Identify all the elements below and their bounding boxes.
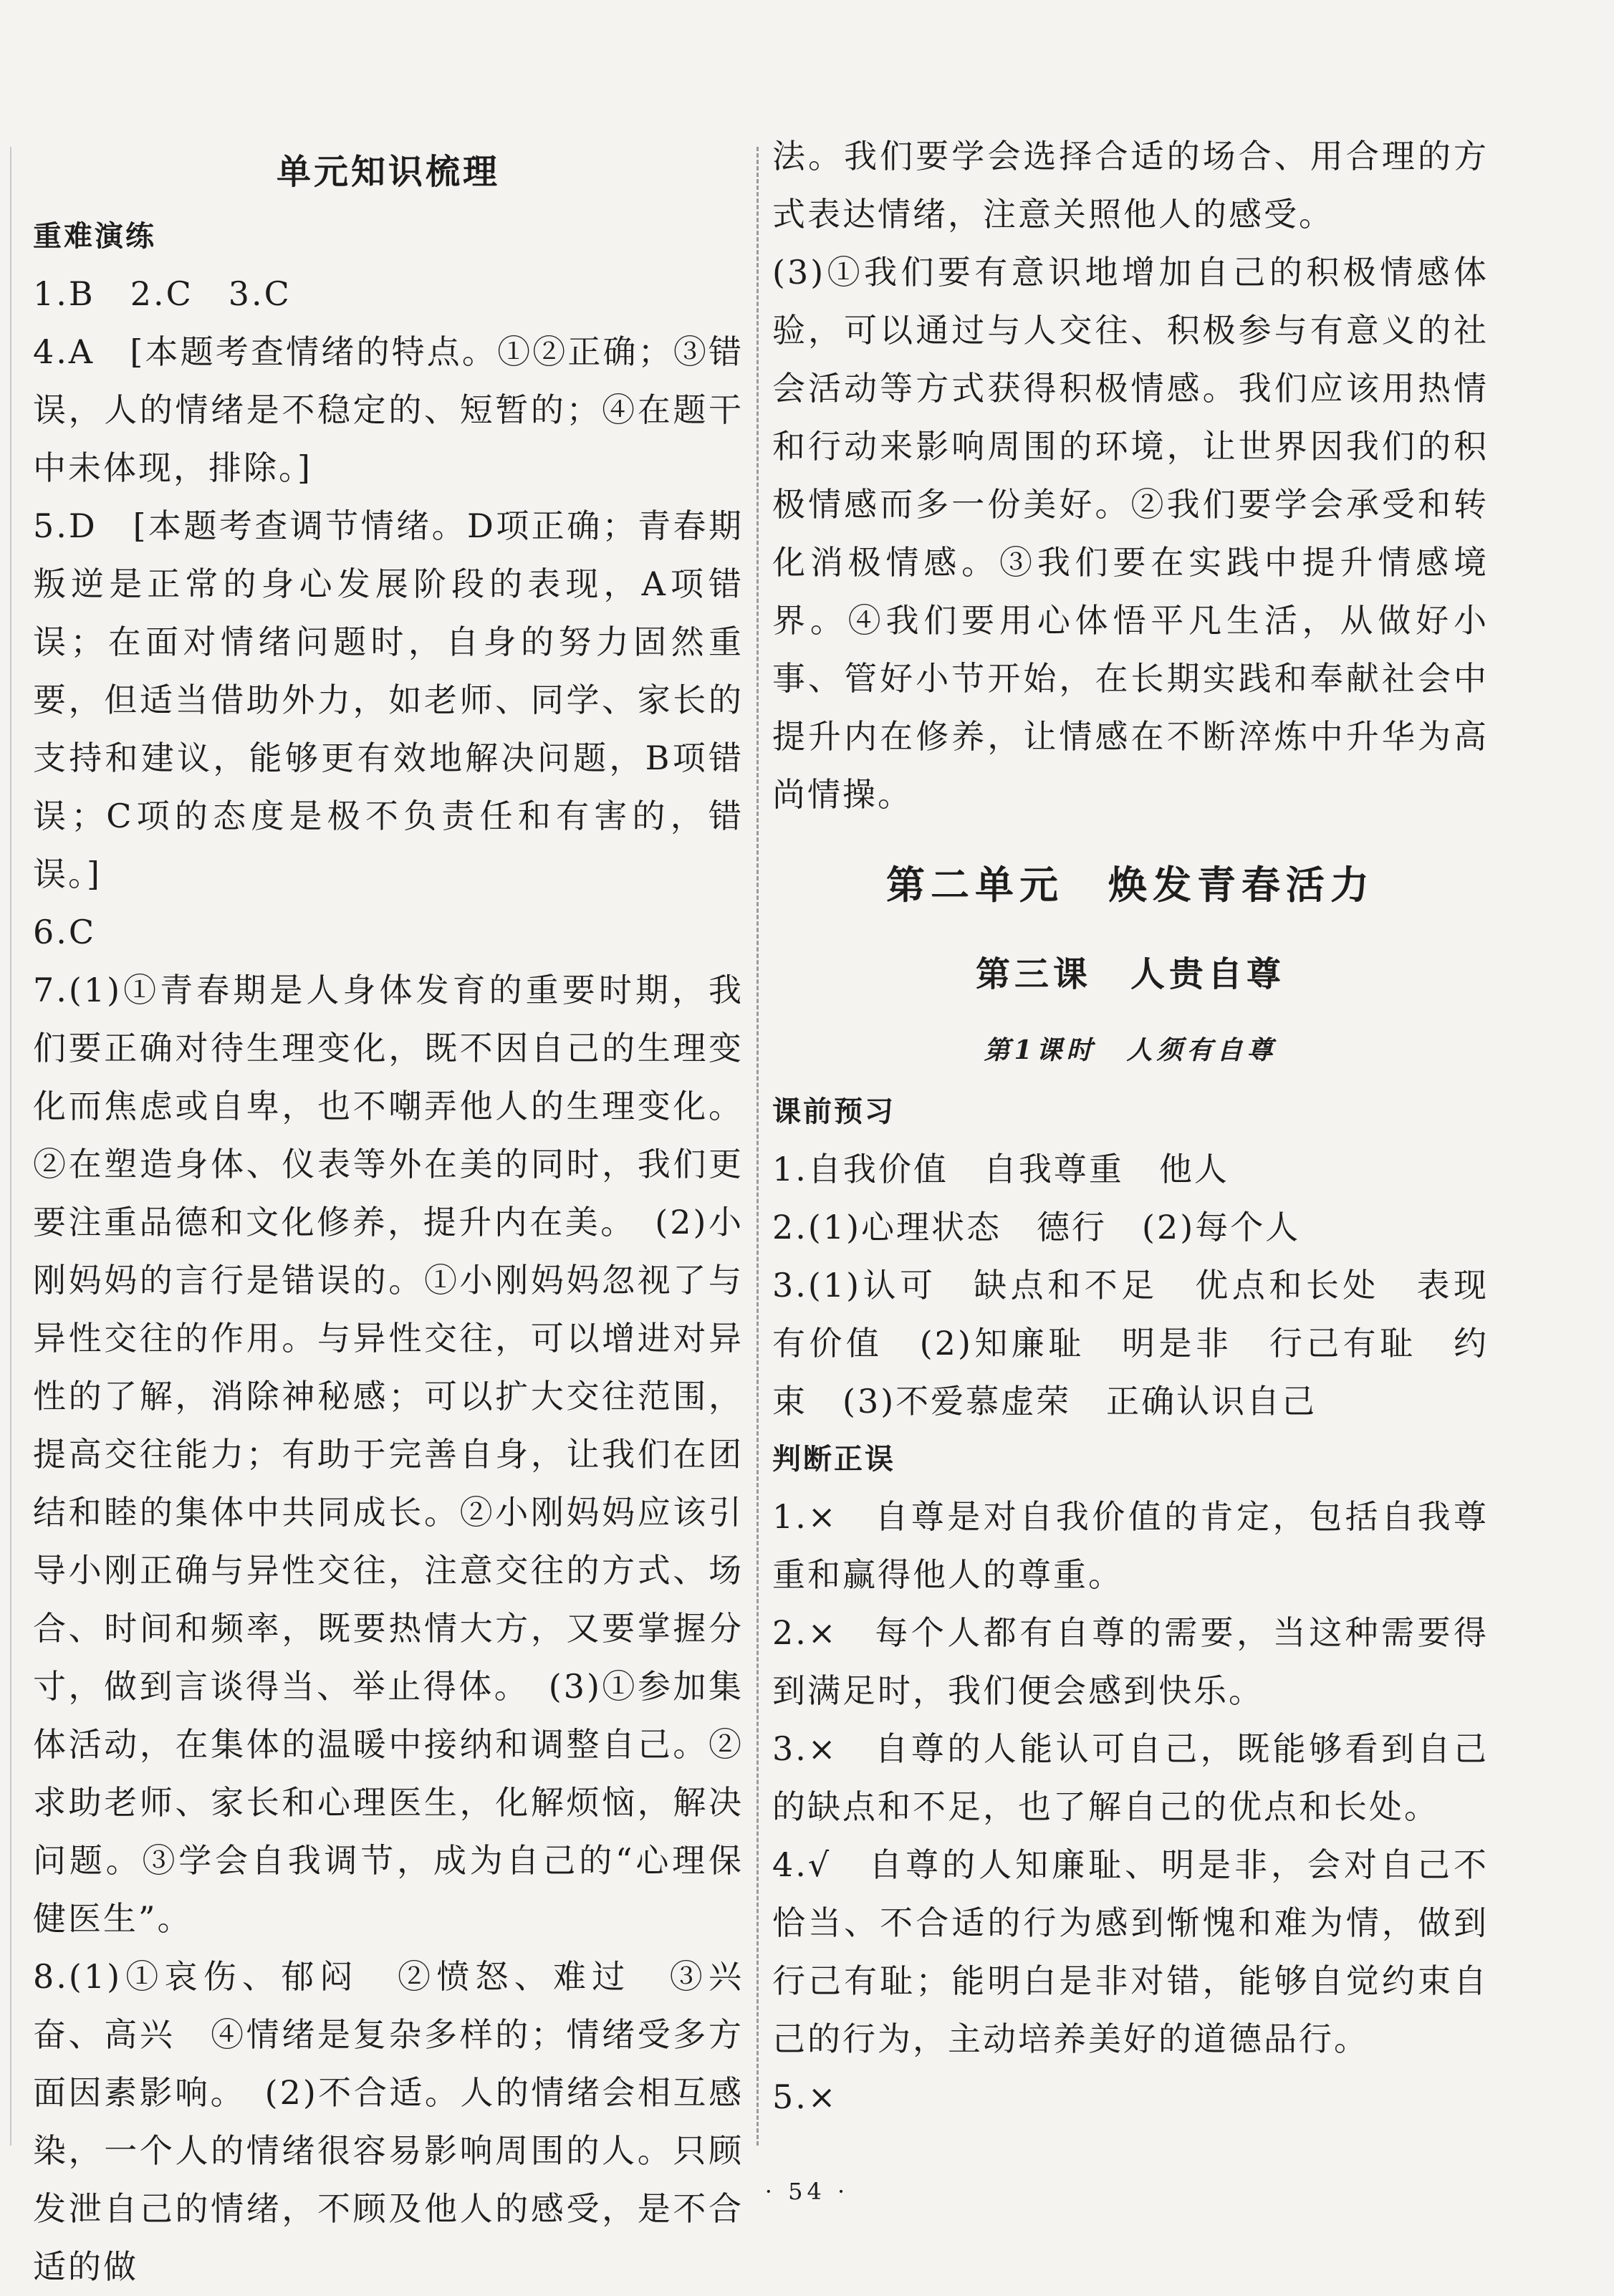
answer-line: 8.(1)①哀伤、郁闷 ②愤怒、难过 ③兴奋、高兴 ④情绪是复杂多样的；情绪受多方面因素影响。 (2)不合适。人的情绪会相互感染，一个人的情绪很容易影响周围的人。只顾发泄自己的情绪，不顾及他人的感受，是不合适的做 [33,1957,744,2286]
answer-line: (3)①我们要有意识地增加自己的积极情感体验，可以通过与人交往、积极参与有意义的社会活动等方式获得积极情感。我们应该用热情和行动来影响周围的环境，让世界因我们的积极情感而多一份美好。②我们要学会承受和转化消极情感。③我们要在实践中提升情感境界。④我们要用心体悟平凡生活，从做好小事、管好小节开始，在长期实践和奉献社会中提升内在修养，让情感在不断淬炼中升华为高尚情操。 [772,253,1489,814]
section-title: 单元知识梳理 [276,152,500,192]
column-divider [756,147,759,2146]
right-column [772,128,1489,2126]
answer-line: 4.A [本题考查情绪的特点。①②正确；③错误，人的情绪是不稳定的、短暂的；④在题干中未体现，排除。] [33,332,744,487]
answer-line: 4.√ 自尊的人知廉耻、明是非，会对自己不恰当、不合适的行为感到惭愧和难为情，做到行己有耻；能明白是非对错，能够自觉约束自己的行为，主动培养美好的道德品行。 [772,1845,1489,2058]
subheading-judge: 判断正误 [772,1443,895,1476]
answer-line: 7.(1)①青春期是人身体发育的重要时期，我们要正确对待生理变化，既不因自己的生理变化而焦虑或自卑，也不嘲弄他人的生理变化。②在塑造身体、仪表等外在美的同时，我们更要注重品德和文化修养，提升内在美。 (2)小刚妈妈的言行是错误的。①小刚妈妈忽视了与异性交往的作用。与异性交往，可以增进对异性的了解，消除神秘感；可以扩大交往范围，提高交往能力；有助于完善自身，让我们在团结和睦的集体中共同成长。②小刚妈妈应该引导小刚正确与异性交往，注意交往的方式、场合、时间和频率，既要热情大方，又要掌握分寸，做到言谈得当、举止得体。 (3)①参加集体活动，在集体的温暖中接纳和调整自己。②求助老师、家长和心理医生，化解烦恼，解决问题。③学会自我调节，成为自己的“心理保健医生”。 [33,971,744,1938]
answer-line: 2.× 每个人都有自尊的需要，当这种需要得到满足时，我们便会感到快乐。 [772,1613,1489,1710]
unit-title: 第二单元 焕发青春活力 [886,862,1375,908]
answer-line: 1.B 2.C 3.C [33,274,292,313]
subheading-practice: 重难演练 [33,220,156,253]
answer-line: 2.(1)心理状态 德行 (2)每个人 [772,1208,1301,1247]
answer-line: 5.× [772,2078,838,2116]
subheading-preview: 课前预习 [772,1095,895,1128]
answer-line: 3.(1)认可 缺点和不足 优点和长处 表现有价值 (2)知廉耻 明是非 行己有耻 约束 (3)不爱慕虚荣 正确认识自己 [772,1266,1489,1421]
period-title: 第1课时 人须有自尊 [984,1035,1277,1065]
left-column [33,136,744,2296]
answer-line: 6.C [33,913,97,951]
continuation-text: 法。我们要学会选择合适的场合、用合理的方式表达情绪，注意关照他人的感受。 [772,137,1489,234]
binding-rule [10,147,11,2146]
page-number: · 54 · [764,2178,850,2205]
answer-line: 3.× 自尊的人能认可自己，既能够看到自己的缺点和不足，也了解自己的优点和长处。 [772,1729,1489,1826]
answer-line: 1.自我价值 自我尊重 他人 [772,1150,1229,1188]
answer-line: 1.× 自尊是对自我价值的肯定，包括自我尊重和赢得他人的尊重。 [772,1497,1489,1594]
answer-line: 5.D [本题考查调节情绪。D项正确；青春期叛逆是正常的身心发展阶段的表现，A项错误；在面对情绪问题时，自身的努力固然重要，但适当借助外力，如老师、同学、家长的支持和建议，能够更有效地解决问题，B项错误；C项的态度是极不负责任和有害的，错误。] [33,506,744,893]
lesson-title: 第三课 人贵自尊 [975,954,1285,994]
